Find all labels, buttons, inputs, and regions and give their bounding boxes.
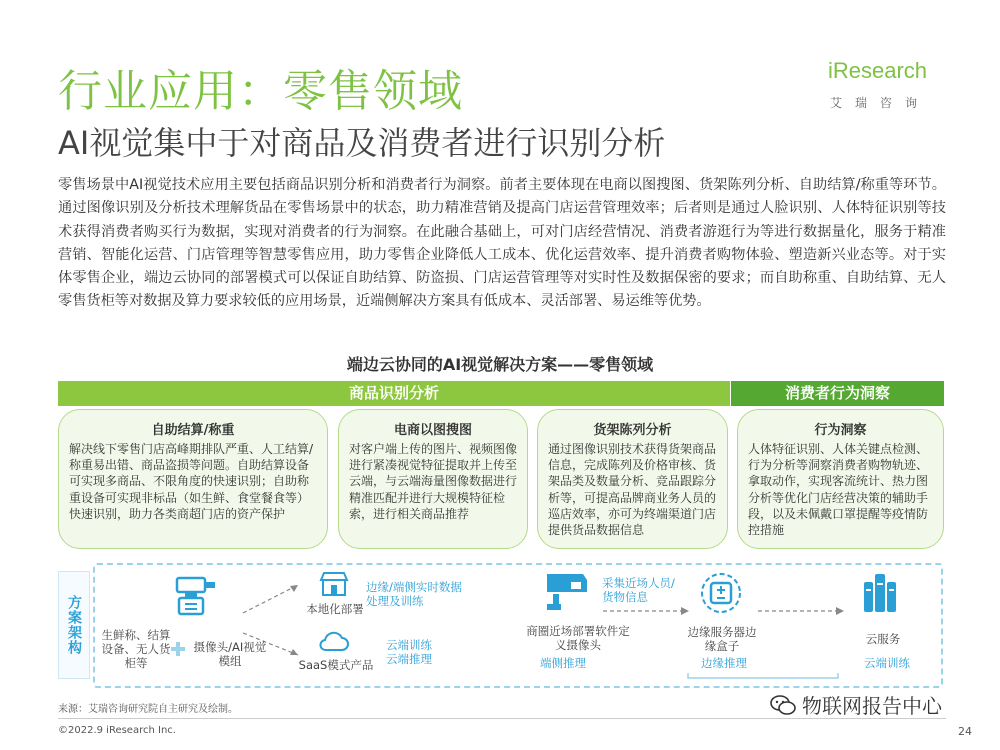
saas-label: SaaS模式产品 — [298, 658, 374, 672]
device-label: 生鲜称、结算设备、无人货柜等 — [101, 628, 171, 670]
saas-note-inference: 云端推理 — [386, 652, 432, 666]
watermark-text: 物联网报告中心 — [802, 694, 942, 718]
saas-note-training: 云端训练 — [386, 638, 432, 652]
card-title: 货架陈列分析 — [593, 423, 672, 438]
camera-icon — [543, 570, 593, 616]
card-title: 电商以图搜图 — [393, 423, 472, 438]
local-deploy-note: 边缘/端侧实时数据处理及训练 — [366, 580, 462, 608]
wechat-icon — [770, 694, 796, 716]
page-subtitle: AI视觉集中于对商品及消费者进行识别分析 — [58, 124, 666, 162]
card-body: 通过图像识别技术获得货架商品信息，完成陈列及价格审核、货架品类及数量分析、竞品跟踪分析等，可提高品牌商业务人员的巡店效率，亦可为终端渠道门店提供货品数据信息 — [548, 442, 717, 538]
page-title: 行业应用：零售领域 — [58, 66, 463, 117]
camera-module-label: 摄像头/AI视觉模组 — [193, 640, 267, 668]
edge-server-icon — [697, 570, 745, 616]
camera2-label: 商圈近场部署软件定义摄像头 — [526, 624, 630, 652]
edge-label: 边缘服务器边缘盒子 — [687, 625, 757, 653]
card-title: 自助结算/称重 — [151, 423, 235, 438]
checkout-device-icon — [165, 574, 225, 620]
logo-cn: 艾瑞咨询 — [830, 96, 931, 110]
edge-note: 边缘推理 — [701, 656, 747, 670]
cloud-server-icon — [860, 572, 900, 616]
card-title: 行为洞察 — [814, 423, 867, 438]
card-self-checkout — [58, 409, 328, 549]
cloud-icon — [318, 628, 350, 654]
collect-note: 采集近场人员/货物信息 — [602, 576, 675, 604]
architecture-label: 方案架构 — [58, 571, 90, 679]
copyright: ©2022.9 iResearch Inc. — [58, 725, 176, 736]
page-number: 24 — [958, 725, 972, 738]
store-icon — [318, 570, 350, 598]
card-body: 解决线下零售门店高峰期排队严重、人工结算/称重易出错、商品盗损等问题。自助结算设备可实现多商品、不限角度的快速识别；自助称重设备可实现非标品（如生鲜、食堂餐食等）快速识别，助力各类商超门店的资产保护 — [69, 442, 314, 521]
intro-paragraph: 零售场景中AI视觉技术应用主要包括商品识别分析和消费者行为洞察。前者主要体现在电商以图搜图、货架陈列分析、自助结算/称重等环节。通过图像识别及分析技术理解货品在零售场景中的状态，助力精准营销及提高门店运营管理效率；后者则是通过人脸识别、人体特征识别等技术获得消费者购买行为数据，实现对消费者的行为洞察。在此融合基础上，可对门店经营情况、消费者游逛行为等进行数据量化，服务于精准营销、智能化运营、门店管理等智慧零售应用，助力零售企业降低人工成本、优化运营效率、提升消费者购物体验、塑造新兴业态等。对于实体零售企业，端边云协同的部署模式可以保证自助结算、防盗损、门店运营管理等对实时性及数据保密的要求；而自助称重、自助结算、无人零售货柜等对数据及算力要求较低的应用场景，近端侧解决方案具有低成本、灵活部署、易运维等优势。 — [58, 177, 946, 310]
local-deploy-label: 本地化部署 — [306, 602, 364, 616]
section-title: 端边云协同的AI视觉解决方案——零售领域 — [346, 355, 654, 374]
card-body: 对客户端上传的图片、视频图像进行紧凑视觉特征提取并上传至云端，与云端海量图像数据进行精准匹配并进行大规模特征检索，进行相关商品推荐 — [349, 442, 518, 521]
watermark — [770, 690, 942, 719]
camera2-note: 端侧推理 — [540, 656, 586, 670]
card-behavior-insight — [737, 409, 944, 549]
iresearch-logo — [828, 58, 948, 118]
card-body: 人体特征识别、人体关键点检测、行为分析等洞察消费者购物轨迹、拿取动作，实现客流统计、热力图分析等优化门店经营决策的辅助手段，以及未佩戴口罩提醒等疫情防控措施 — [748, 442, 929, 538]
source-note: 来源：艾瑞咨询研究院自主研究及绘制。 — [58, 704, 238, 715]
card-shelf-analysis — [537, 409, 728, 549]
consumer-insight-bar: 消费者行为洞察 — [731, 381, 944, 406]
cloud-note: 云端训练 — [864, 656, 910, 670]
product-recognition-bar: 商品识别分析 — [58, 381, 730, 406]
cloud-label: 云服务 — [865, 632, 901, 646]
card-image-search — [338, 409, 528, 549]
logo-brand: iResearch — [828, 58, 928, 83]
